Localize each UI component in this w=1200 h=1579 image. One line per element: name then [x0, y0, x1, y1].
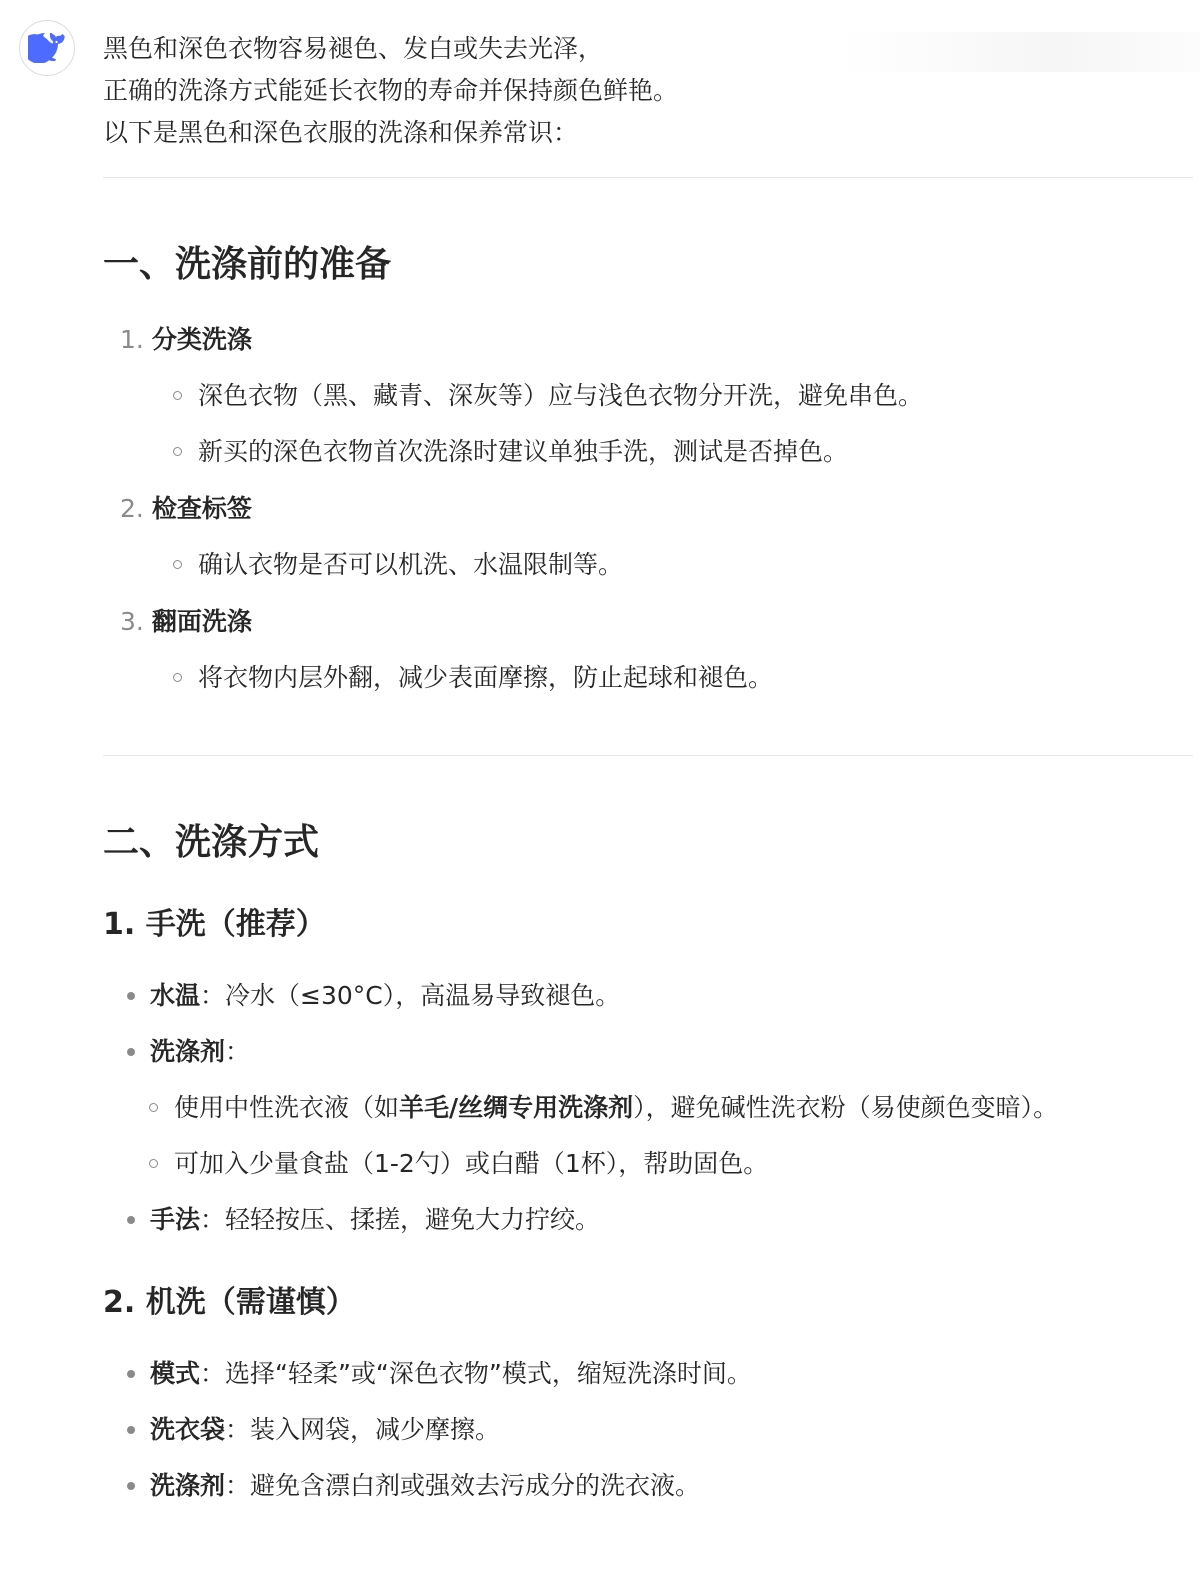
- item-separator: ：: [225, 1037, 251, 1066]
- sub-item-text: ），避免碱性洗衣粉（易使颜色变暗）。: [633, 1093, 1059, 1122]
- item-text: 避免含漂白剂或强效去污成分的洗衣液。: [250, 1471, 701, 1500]
- list-item: [127, 1030, 1193, 1074]
- bullet-icon: [127, 1482, 135, 1490]
- item-separator: ：: [225, 1471, 251, 1500]
- item-label: 洗涤剂: [150, 1037, 226, 1066]
- list-item: [127, 1198, 1193, 1242]
- sub-list-item: [171, 374, 1193, 418]
- bullet-icon: [127, 1216, 135, 1224]
- item-separator: ：: [200, 1359, 226, 1388]
- circle-bullet-icon: [173, 391, 182, 400]
- avatar: [19, 20, 75, 76]
- item-separator: ：: [225, 1415, 251, 1444]
- item-text: 冷水（≤30°C），高温易导致褪色。: [225, 981, 621, 1010]
- bullet-icon: [127, 1426, 135, 1434]
- intro-line-1: 黑色和深色衣物容易褪色、发白或失去光泽，: [103, 34, 604, 63]
- item-label: 水温: [150, 981, 201, 1010]
- item-label: 模式: [150, 1359, 201, 1388]
- circle-bullet-icon: [149, 1159, 158, 1168]
- assistant-message: [103, 28, 1193, 1508]
- item-separator: ：: [200, 981, 226, 1010]
- list-item-title: 检查标签: [151, 494, 252, 523]
- sub-item-text: 新买的深色衣物首次洗涤时建议单独手洗，测试是否掉色。: [198, 437, 849, 466]
- sub-item-text: 可加入少量食盐（1-2勺）或白醋（1杯），帮助固色。: [174, 1149, 769, 1178]
- ordered-list: [103, 318, 1193, 700]
- item-text: 轻轻按压、揉搓，避免大力拧绞。: [225, 1205, 601, 1234]
- list-number: 2.: [120, 494, 144, 523]
- circle-bullet-icon: [173, 673, 182, 682]
- circle-bullet-icon: [173, 447, 182, 456]
- item-separator: ：: [200, 1205, 226, 1234]
- section-heading-preparation: 一、洗涤前的准备: [103, 244, 392, 285]
- list-item-heading: [120, 600, 1193, 644]
- item-text: 选择“轻柔”或“深色衣物”模式，缩短洗涤时间。: [225, 1359, 752, 1388]
- item-label: 洗涤剂: [150, 1471, 226, 1500]
- bullet-list: [103, 974, 1193, 1242]
- divider: [103, 177, 1193, 178]
- sub-item-text: 使用中性洗衣液（如: [174, 1093, 400, 1122]
- divider: [103, 755, 1193, 756]
- sub-item-emphasis: 羊毛/丝绸专用洗涤剂: [399, 1093, 634, 1122]
- list-number: 3.: [120, 607, 144, 636]
- list-item: [127, 1464, 1193, 1508]
- method-heading-machine-wash: 2. 机洗（需谨慎）: [103, 1285, 356, 1320]
- list-number: 1.: [120, 325, 144, 354]
- list-item-heading: [120, 318, 1193, 362]
- sub-list: [103, 1086, 1193, 1186]
- intro-paragraph: [103, 28, 1193, 154]
- sub-list-item: [147, 1086, 1193, 1130]
- sub-list-item: [147, 1142, 1193, 1186]
- section-heading-washing-methods: 二、洗涤方式: [103, 822, 320, 863]
- method-heading-hand-wash: 1. 手洗（推荐）: [103, 907, 326, 942]
- intro-line-2: 正确的洗涤方式能延长衣物的寿命并保持颜色鲜艳。: [103, 76, 679, 105]
- list-item-heading: [120, 487, 1193, 531]
- sub-list-item: [171, 543, 1193, 587]
- sub-item-text: 将衣物内层外翻，减少表面摩擦，防止起球和褪色。: [198, 663, 774, 692]
- list-item-title: 翻面洗涤: [151, 607, 252, 636]
- bullet-icon: [127, 1048, 135, 1056]
- sub-item-text: 确认衣物是否可以机洗、水温限制等。: [198, 550, 624, 579]
- item-label: 手法: [150, 1205, 201, 1234]
- intro-line-3: 以下是黑色和深色衣服的洗涤和保养常识：: [103, 118, 579, 147]
- sub-list-item: [171, 430, 1193, 474]
- bullet-list: [103, 1352, 1193, 1508]
- deepseek-whale-icon: [28, 33, 66, 63]
- bullet-icon: [127, 992, 135, 1000]
- item-label: 洗衣袋: [150, 1415, 226, 1444]
- sub-list-item: [171, 656, 1193, 700]
- sub-item-text: 深色衣物（黑、藏青、深灰等）应与浅色衣物分开洗，避免串色。: [198, 381, 924, 410]
- list-item-title: 分类洗涤: [151, 325, 252, 354]
- circle-bullet-icon: [173, 560, 182, 569]
- list-item: [127, 1352, 1193, 1396]
- circle-bullet-icon: [149, 1103, 158, 1112]
- item-text: 装入网袋，减少摩擦。: [250, 1415, 501, 1444]
- bullet-icon: [127, 1370, 135, 1378]
- list-item: [127, 1408, 1193, 1452]
- list-item: [127, 974, 1193, 1018]
